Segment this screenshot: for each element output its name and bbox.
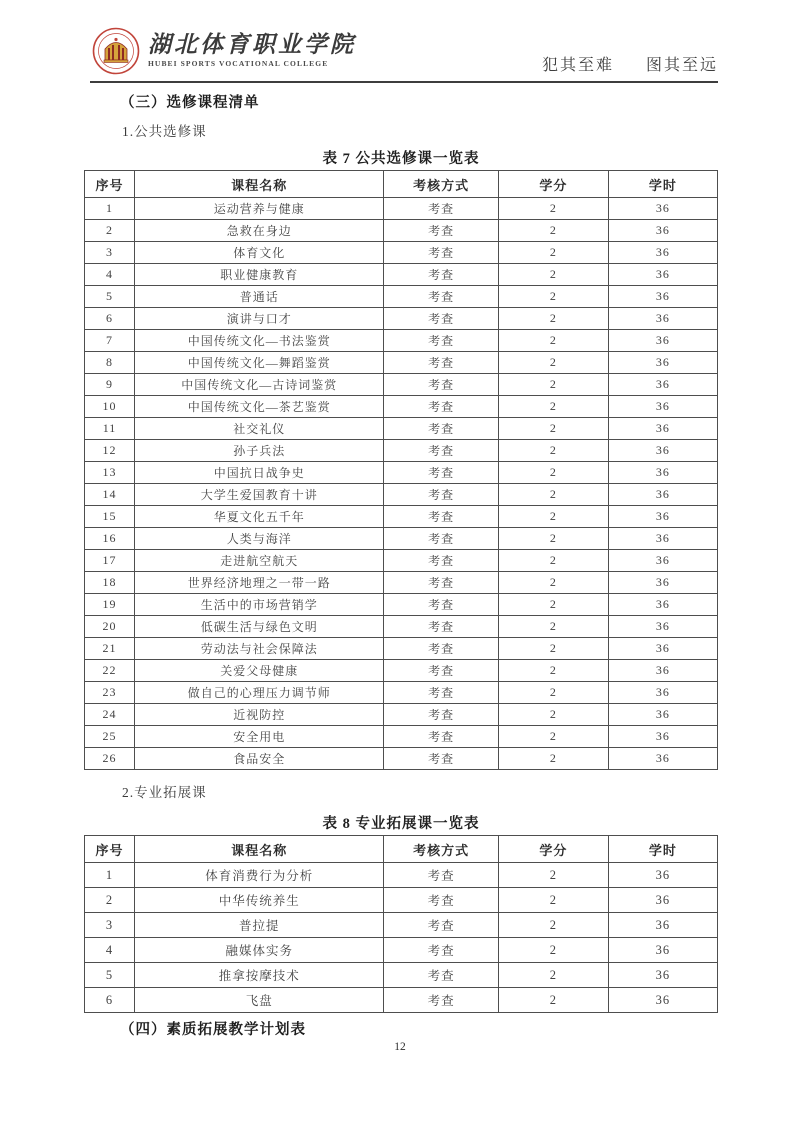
assessment-method: 考查 [384,704,499,726]
header-divider [90,81,718,83]
credits: 2 [498,286,608,308]
column-header-course-name: 课程名称 [135,171,384,198]
row-index: 22 [85,660,135,682]
column-header-hours: 学时 [608,171,717,198]
hours: 36 [608,660,717,682]
table-row [85,308,718,330]
assessment-method: 考查 [384,528,499,550]
course-name: 中国传统文化—书法鉴赏 [135,330,384,352]
credits: 2 [498,660,608,682]
hours: 36 [608,913,717,938]
row-index: 8 [85,352,135,374]
assessment-method: 考查 [384,913,499,938]
column-header-credits: 学分 [498,171,608,198]
table-row [85,682,718,704]
column-header-row-index: 序号 [85,836,135,863]
assessment-method: 考查 [384,352,499,374]
course-name: 世界经济地理之一带一路 [135,572,384,594]
major-expansion-table [84,835,718,1013]
table-row [85,418,718,440]
course-name: 中国抗日战争史 [135,462,384,484]
assessment-method: 考查 [384,198,499,220]
table-row [85,550,718,572]
table-row [85,396,718,418]
course-name: 体育文化 [135,242,384,264]
hours: 36 [608,704,717,726]
table-row [85,572,718,594]
row-index: 1 [85,863,135,888]
hours: 36 [608,220,717,242]
table-row [85,374,718,396]
section-4-heading: （四）素质拓展教学计划表 [120,1022,306,1038]
hours: 36 [608,572,717,594]
course-name: 孙子兵法 [135,440,384,462]
assessment-method: 考查 [384,286,499,308]
subsection-2-heading: 2.专业拓展课 [122,785,207,800]
row-index: 19 [85,594,135,616]
assessment-method: 考查 [384,550,499,572]
assessment-method: 考查 [384,616,499,638]
hours: 36 [608,264,717,286]
credits: 2 [498,374,608,396]
row-index: 16 [85,528,135,550]
row-index: 11 [85,418,135,440]
course-name: 关爱父母健康 [135,660,384,682]
row-index: 1 [85,198,135,220]
course-name: 推拿按摩技术 [135,963,384,988]
column-header-assessment-method: 考核方式 [384,836,499,863]
row-index: 5 [85,963,135,988]
row-index: 4 [85,938,135,963]
course-name: 飞盘 [135,988,384,1013]
hours: 36 [608,594,717,616]
course-name: 中国传统文化—古诗词鉴赏 [135,374,384,396]
credits: 2 [498,572,608,594]
course-name: 运动营养与健康 [135,198,384,220]
table-row [85,660,718,682]
assessment-method: 考查 [384,308,499,330]
page-number: 12 [394,1041,406,1053]
credits: 2 [498,220,608,242]
column-header-assessment-method: 考核方式 [384,171,499,198]
hours: 36 [608,863,717,888]
table-row [85,528,718,550]
credits: 2 [498,704,608,726]
credits: 2 [498,682,608,704]
assessment-method: 考查 [384,888,499,913]
credits: 2 [498,506,608,528]
hours: 36 [608,308,717,330]
course-name: 做自己的心理压力调节师 [135,682,384,704]
course-name: 大学生爱国教育十讲 [135,484,384,506]
slogan-part-2: 图其至远 [645,57,718,74]
row-index: 21 [85,638,135,660]
credits: 2 [498,198,608,220]
course-name: 近视防控 [135,704,384,726]
credits: 2 [498,963,608,988]
row-index: 12 [85,440,135,462]
course-name: 普通话 [135,286,384,308]
course-name: 生活中的市场营销学 [135,594,384,616]
credits: 2 [498,440,608,462]
row-index: 2 [85,888,135,913]
credits: 2 [498,638,608,660]
table-row [85,638,718,660]
hours: 36 [608,938,717,963]
row-index: 4 [85,264,135,286]
table-row [85,330,718,352]
hours: 36 [608,888,717,913]
row-index: 6 [85,988,135,1013]
hours: 36 [608,963,717,988]
row-index: 10 [85,396,135,418]
row-index: 15 [85,506,135,528]
college-logo [92,27,356,75]
table-row [85,462,718,484]
hours: 36 [608,726,717,748]
hours: 36 [608,638,717,660]
table-row [85,616,718,638]
column-header-credits: 学分 [498,836,608,863]
credits: 2 [498,913,608,938]
course-name: 中华传统养生 [135,888,384,913]
table-row [85,594,718,616]
credits: 2 [498,484,608,506]
assessment-method: 考查 [384,863,499,888]
row-index: 26 [85,748,135,770]
table-row [85,726,718,748]
course-name: 走进航空航天 [135,550,384,572]
column-header-hours: 学时 [608,836,717,863]
table-row [85,484,718,506]
assessment-method: 考查 [384,572,499,594]
table-row [85,938,718,963]
course-name: 社交礼仪 [135,418,384,440]
hours: 36 [608,374,717,396]
row-index: 14 [85,484,135,506]
table-row [85,963,718,988]
credits: 2 [498,616,608,638]
hours: 36 [608,330,717,352]
course-name: 中国传统文化—舞蹈鉴赏 [135,352,384,374]
hours: 36 [608,396,717,418]
table-row [85,863,718,888]
credits: 2 [498,418,608,440]
hours: 36 [608,550,717,572]
hours: 36 [608,748,717,770]
credits: 2 [498,462,608,484]
public-electives-table [84,170,718,770]
assessment-method: 考查 [384,440,499,462]
hours: 36 [608,988,717,1013]
table-header-row [85,171,718,198]
credits: 2 [498,748,608,770]
assessment-method: 考查 [384,682,499,704]
row-index: 7 [85,330,135,352]
section-3-heading: （三）选修课程清单 [120,95,260,111]
table-row [85,198,718,220]
assessment-method: 考查 [384,418,499,440]
college-name-en: HUBEI SPORTS VOCATIONAL COLLEGE [148,59,329,69]
assessment-method: 考查 [384,396,499,418]
table-row [85,264,718,286]
course-name: 劳动法与社会保障法 [135,638,384,660]
table-row [85,286,718,308]
course-name: 食品安全 [135,748,384,770]
hours: 36 [608,616,717,638]
assessment-method: 考查 [384,594,499,616]
hours: 36 [608,418,717,440]
row-index: 5 [85,286,135,308]
credits: 2 [498,330,608,352]
row-index: 23 [85,682,135,704]
course-name: 人类与海洋 [135,528,384,550]
row-index: 13 [85,462,135,484]
column-header-course-name: 课程名称 [135,836,384,863]
table-7-caption: 表 7 公共选修课一览表 [322,151,480,167]
assessment-method: 考查 [384,638,499,660]
assessment-method: 考查 [384,660,499,682]
table-header-row [85,836,718,863]
table-row [85,506,718,528]
assessment-method: 考查 [384,264,499,286]
row-index: 17 [85,550,135,572]
assessment-method: 考查 [384,330,499,352]
credits: 2 [498,863,608,888]
table-row [85,220,718,242]
course-name: 职业健康教育 [135,264,384,286]
credits: 2 [498,242,608,264]
logo-text [148,27,356,68]
assessment-method: 考查 [384,506,499,528]
assessment-method: 考查 [384,938,499,963]
table-8-caption: 表 8 专业拓展课一览表 [322,816,480,832]
row-index: 3 [85,913,135,938]
assessment-method: 考查 [384,988,499,1013]
hours: 36 [608,440,717,462]
credits: 2 [498,938,608,963]
credits: 2 [498,528,608,550]
table-row [85,888,718,913]
row-index: 3 [85,242,135,264]
course-name: 普拉提 [135,913,384,938]
table-row [85,913,718,938]
assessment-method: 考查 [384,374,499,396]
course-name: 融媒体实务 [135,938,384,963]
table-row [85,748,718,770]
credits: 2 [498,550,608,572]
college-emblem-icon [92,27,140,75]
table-row [85,704,718,726]
hours: 36 [608,462,717,484]
course-name: 体育消费行为分析 [135,863,384,888]
credits: 2 [498,264,608,286]
table-row [85,440,718,462]
course-name: 低碳生活与绿色文明 [135,616,384,638]
assessment-method: 考查 [384,242,499,264]
row-index: 6 [85,308,135,330]
row-index: 18 [85,572,135,594]
assessment-method: 考查 [384,748,499,770]
hours: 36 [608,528,717,550]
hours: 36 [608,506,717,528]
column-header-row-index: 序号 [85,171,135,198]
table-row [85,988,718,1013]
credits: 2 [498,594,608,616]
course-name: 华夏文化五千年 [135,506,384,528]
credits: 2 [498,888,608,913]
credits: 2 [498,396,608,418]
course-name: 演讲与口才 [135,308,384,330]
row-index: 20 [85,616,135,638]
hours: 36 [608,484,717,506]
subsection-1-heading: 1.公共选修课 [122,124,207,139]
hours: 36 [608,198,717,220]
hours: 36 [608,682,717,704]
assessment-method: 考查 [384,963,499,988]
college-name-cn: 湖北体育职业学院 [148,32,356,57]
hours: 36 [608,352,717,374]
row-index: 2 [85,220,135,242]
credits: 2 [498,726,608,748]
assessment-method: 考查 [384,220,499,242]
table-row [85,352,718,374]
credits: 2 [498,308,608,330]
credits: 2 [498,352,608,374]
course-name: 安全用电 [135,726,384,748]
hours: 36 [608,286,717,308]
slogan-part-1: 犯其至难 [541,57,614,74]
assessment-method: 考查 [384,484,499,506]
row-index: 24 [85,704,135,726]
table-row [85,242,718,264]
hours: 36 [608,242,717,264]
row-index: 9 [85,374,135,396]
assessment-method: 考查 [384,462,499,484]
header-slogan [542,52,718,75]
row-index: 25 [85,726,135,748]
credits: 2 [498,988,608,1013]
course-name: 急救在身边 [135,220,384,242]
course-name: 中国传统文化—茶艺鉴赏 [135,396,384,418]
assessment-method: 考查 [384,726,499,748]
